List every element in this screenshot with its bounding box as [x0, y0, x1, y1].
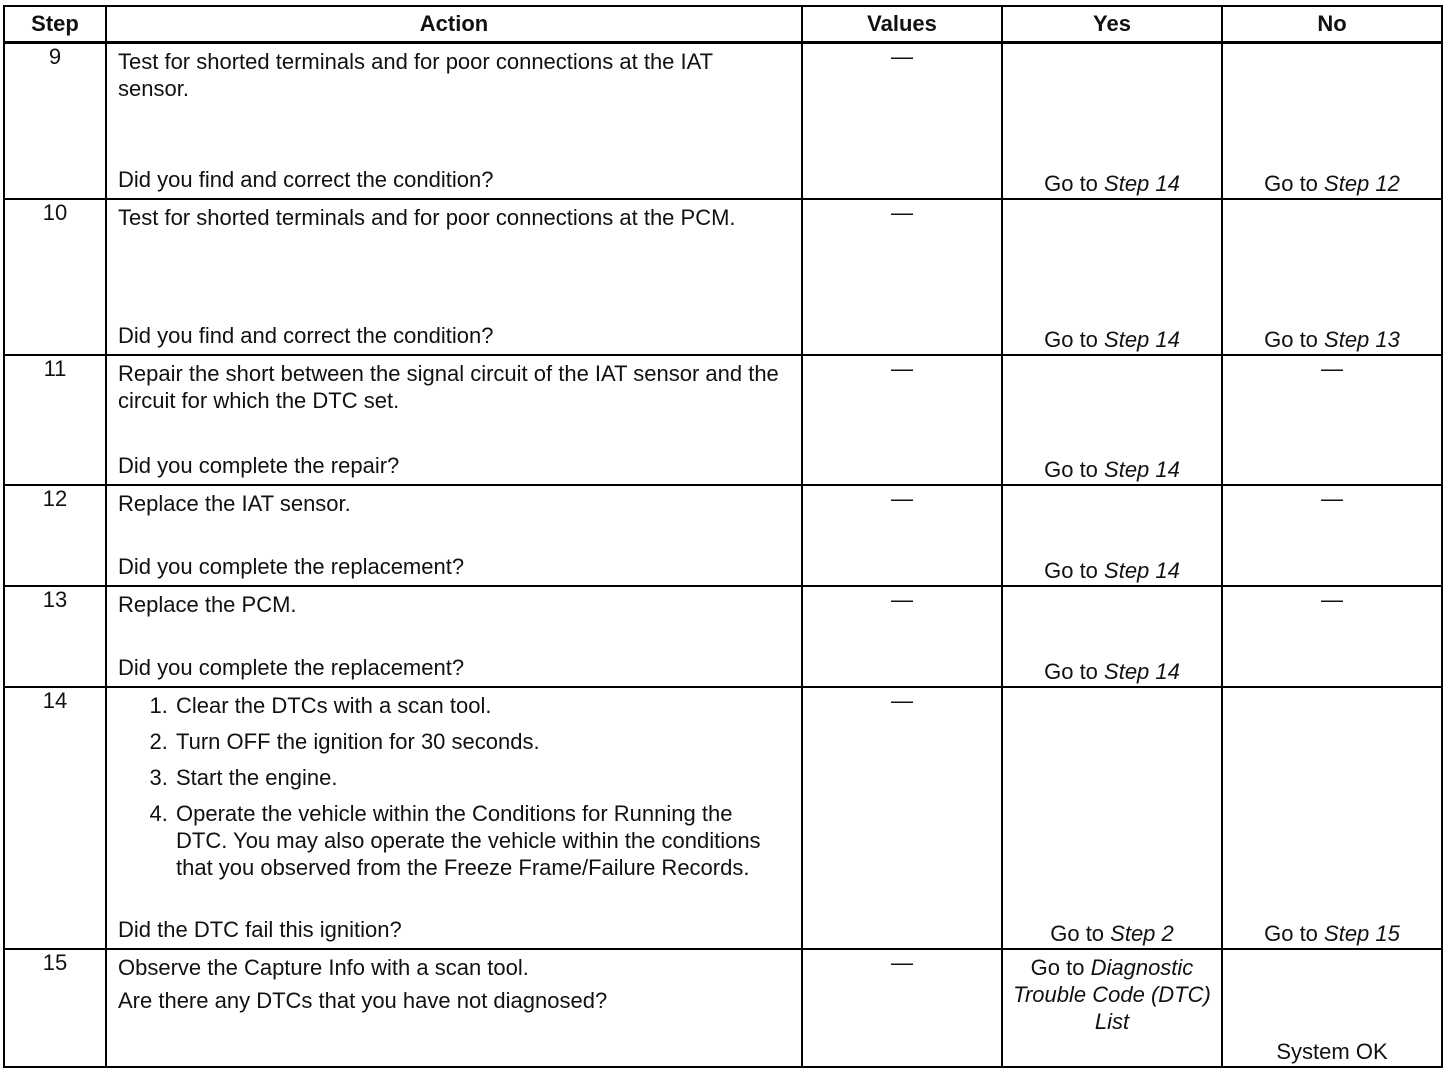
substep-item: 4. Operate the vehicle within the Conditions for Running the DTC. You may also operate the vehicle within the conditions that you observed from the Freeze Frame/Failure Records.	[174, 800, 787, 881]
substep-item: 1. Clear the DTCs with a scan tool.	[174, 692, 787, 719]
yes-cell	[1002, 43, 1222, 199]
yes-target-link[interactable]: Step 14	[1104, 170, 1180, 196]
values-text: —	[891, 949, 913, 975]
yes-prefix: Go to	[1044, 326, 1105, 352]
no-target-link[interactable]: Step 12	[1324, 170, 1400, 196]
step-number: 15	[4, 949, 106, 1067]
substep-item: 3. Start the engine.	[174, 764, 787, 791]
step-number: 10	[4, 199, 106, 355]
yes-goto	[1009, 326, 1215, 353]
yes-goto	[1009, 170, 1215, 197]
no-cell	[1222, 485, 1442, 586]
action-question: Did you complete the replacement?	[118, 553, 465, 579]
step-number: 12	[4, 485, 106, 586]
table-row-step-13	[4, 586, 1442, 687]
action-instruction: Replace the PCM.	[118, 591, 297, 617]
action-question: Did you complete the replacement?	[118, 654, 465, 680]
step-number: 11	[4, 355, 106, 485]
table-row-step-10	[4, 199, 1442, 355]
action-cell	[106, 586, 802, 687]
values-text: —	[891, 586, 913, 612]
action-instruction: Test for shorted terminals and for poor connections at the IAT sensor.	[118, 49, 713, 101]
yes-target-link[interactable]: Step 14	[1104, 326, 1180, 352]
step-number: 13	[4, 586, 106, 687]
header-values: Values	[802, 6, 1002, 43]
substep-list	[118, 692, 787, 887]
header-action: Action	[106, 6, 802, 43]
no-prefix: Go to	[1264, 326, 1325, 352]
action-cell	[106, 199, 802, 355]
table-row-step-14	[4, 687, 1442, 949]
yes-prefix: Go to	[1044, 557, 1105, 583]
values-cell	[802, 199, 1002, 355]
yes-goto	[1009, 954, 1215, 1035]
header-no: No	[1222, 6, 1442, 43]
table-row-step-11	[4, 355, 1442, 485]
values-cell	[802, 43, 1002, 199]
no-goto	[1229, 326, 1435, 353]
no-cell	[1222, 355, 1442, 485]
action-cell	[106, 949, 802, 1067]
yes-prefix: Go to	[1050, 920, 1111, 946]
yes-target-link[interactable]: Step 14	[1104, 456, 1180, 482]
no-goto	[1229, 920, 1435, 947]
yes-goto	[1009, 557, 1215, 584]
action-question: Did the DTC fail this ignition?	[118, 916, 402, 942]
action-question: Did you find and correct the condition?	[118, 166, 494, 192]
yes-cell	[1002, 687, 1222, 949]
yes-prefix: Go to	[1044, 658, 1105, 684]
values-cell	[802, 355, 1002, 485]
yes-cell	[1002, 199, 1222, 355]
substep-item: 2. Turn OFF the ignition for 30 seconds.	[174, 728, 787, 755]
action-cell	[106, 355, 802, 485]
yes-goto	[1009, 920, 1215, 947]
header-yes: Yes	[1002, 6, 1222, 43]
no-cell	[1222, 687, 1442, 949]
yes-cell	[1002, 355, 1222, 485]
no-cell	[1222, 586, 1442, 687]
action-question: Did you complete the repair?	[118, 452, 400, 478]
action-question: Are there any DTCs that you have not diagnosed?	[118, 987, 608, 1013]
yes-goto	[1009, 658, 1215, 685]
action-instruction: Repair the short between the signal circuit of the IAT sensor and the circuit for which the DTC set.	[118, 360, 779, 413]
values-cell	[802, 586, 1002, 687]
action-instruction: Test for shorted terminals and for poor connections at the PCM.	[118, 204, 736, 230]
action-instruction: Replace the IAT sensor.	[118, 490, 351, 516]
no-cell	[1222, 43, 1442, 199]
no-cell	[1222, 949, 1442, 1067]
values-text: —	[891, 355, 913, 381]
no-text: —	[1321, 485, 1343, 511]
table-row-step-15	[4, 949, 1442, 1067]
no-prefix: Go to	[1264, 920, 1325, 946]
no-result-text: System OK	[1276, 1038, 1388, 1064]
action-cell	[106, 687, 802, 949]
header-step: Step	[4, 6, 106, 43]
values-text: —	[891, 687, 913, 713]
action-cell	[106, 485, 802, 586]
values-text: —	[891, 485, 913, 511]
no-goto	[1229, 170, 1435, 197]
yes-target-link[interactable]: Diagnostic Trouble Code (DTC) List	[1013, 954, 1211, 1034]
yes-target-link[interactable]: Step 14	[1104, 557, 1180, 583]
diagnostic-step-table	[3, 5, 1443, 1068]
action-instruction: Observe the Capture Info with a scan tool.	[118, 954, 529, 980]
yes-cell	[1002, 949, 1222, 1067]
yes-target-link[interactable]: Step 14	[1104, 658, 1180, 684]
step-number: 9	[4, 43, 106, 199]
values-cell	[802, 687, 1002, 949]
values-cell	[802, 949, 1002, 1067]
no-cell	[1222, 199, 1442, 355]
header-row	[4, 6, 1442, 43]
table-row-step-9	[4, 43, 1442, 199]
values-text: —	[891, 44, 913, 69]
no-prefix: Go to	[1264, 170, 1325, 196]
yes-prefix: Go to	[1030, 954, 1091, 980]
action-cell	[106, 43, 802, 199]
yes-prefix: Go to	[1044, 170, 1105, 196]
yes-cell	[1002, 586, 1222, 687]
no-text: —	[1321, 586, 1343, 612]
yes-target-link[interactable]: Step 2	[1110, 920, 1174, 946]
no-target-link[interactable]: Step 13	[1324, 326, 1400, 352]
step-number: 14	[4, 687, 106, 949]
yes-goto	[1009, 456, 1215, 483]
table-row-step-12	[4, 485, 1442, 586]
yes-cell	[1002, 485, 1222, 586]
values-text: —	[891, 199, 913, 225]
action-question: Did you find and correct the condition?	[118, 322, 494, 348]
no-target-link[interactable]: Step 15	[1324, 920, 1400, 946]
yes-prefix: Go to	[1044, 456, 1105, 482]
no-text: —	[1321, 355, 1343, 381]
values-cell	[802, 485, 1002, 586]
